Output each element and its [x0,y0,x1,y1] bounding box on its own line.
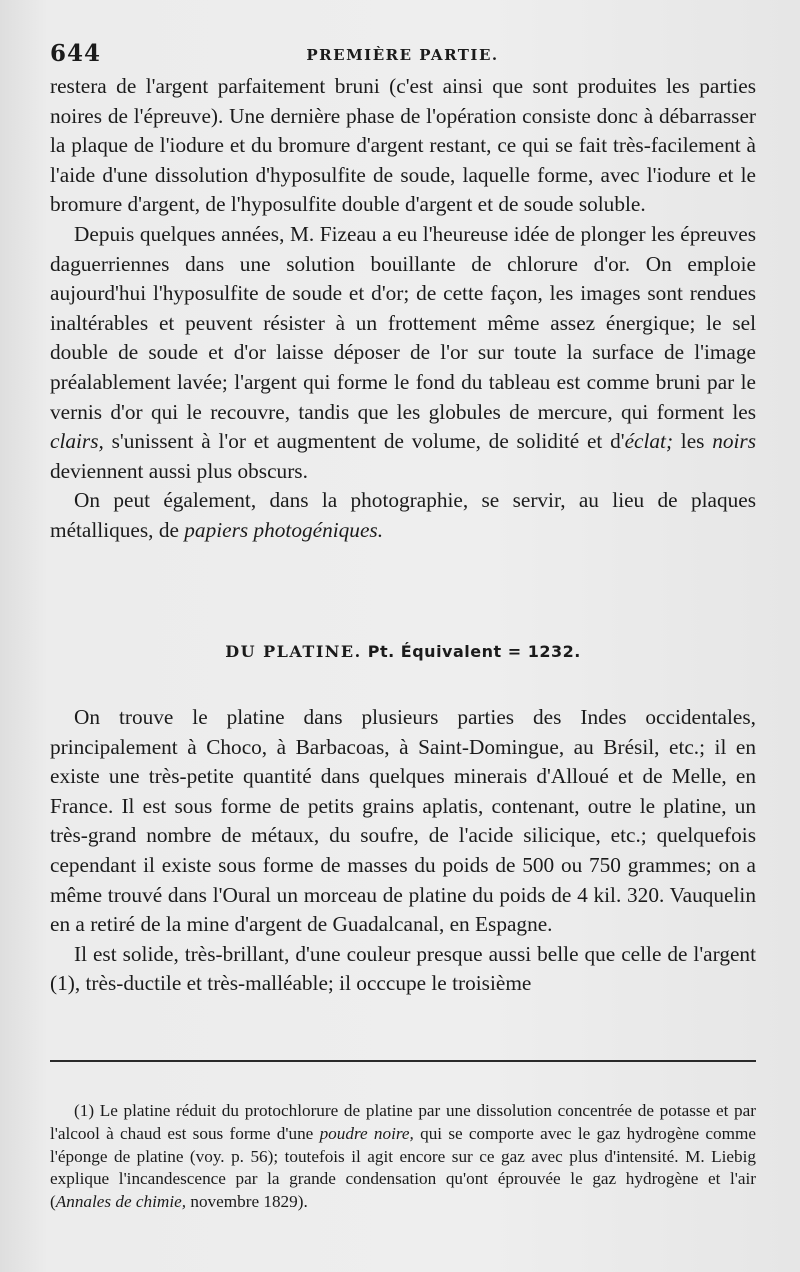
text-span: novembre 1829). [190,1192,308,1212]
text-span: les [680,429,705,454]
paragraph-platine-properties: Il est solide, très-brillant, d'une couleur presque aussi belle que celle de l'argent (1), très-ductile et très-malléable; il occcupe le troisième [50,941,756,996]
paragraph-daguerreotype-fixing: restera de l'argent parfaitement bruni (c'est ainsi que sont produites les parties noires de l'épreuve). Une dernière phase de l'opération consiste donc à débarrasser la plaque de l'iodure et du bromure d'argent restant, ce qui se fait très-facilement à l'aide d'une dissolution d'hyposulfite de soude, laquelle forme, avec l'iodure et le bromure d'argent, de l'hyposulfite double d'argent et de soude soluble. [50,74,756,217]
running-title: PREMIÈRE PARTIE. [306,46,499,64]
paragraph-photographie [50,486,756,545]
italic-term-papiers: papiers photogéniques. [184,517,384,542]
platine-text [50,703,756,999]
italic-term-noirs: noirs [712,429,757,454]
section-equivalent: Équivalent = 1232. [400,642,581,661]
paragraph-fizeau [50,220,756,486]
text-span: On peut également, dans la photographie, se servir, au lieu de plaques métalliques, de [50,488,756,542]
italic-citation: Annales de chimie, [55,1192,187,1212]
intro-text [50,72,756,546]
footnote-paragraph [50,1100,756,1214]
page-header [50,40,755,74]
text-span: qui se comporte avec le gaz hydrogène comme l'éponge de platine (voy. p. 56); toutefois il agit encore sur ce gaz avec plus d'intensité. M. Liebig explique l'incandescence par la grande condensation qu'ont éprouvée le gaz hydrogène et l'air ( [50,1123,756,1212]
text-span: deviennent aussi plus obscurs. [50,458,308,483]
section-title: DU PLATINE. [225,642,362,661]
footnote [50,1100,756,1214]
section-heading [50,642,756,661]
text-span: (1) Le platine réduit du protochlorure de platine par une dissolution concentrée de potasse et par l'alcool à chaud est sous forme d'une [50,1101,756,1143]
footnote-divider [50,1060,756,1062]
italic-term-poudre: poudre noire, [319,1123,414,1143]
italic-term-clairs: clairs, [50,429,104,454]
text-span: s'unissent à l'or et augmentent de volume, de solidité et d' [111,429,625,454]
section-symbol: Pt. [367,642,395,661]
paragraph-platine-sources: On trouve le platine dans plusieurs parties des Indes occidentales, principalement à Choco, à Barbacoas, à Saint-Domingue, au Brésil, etc.; il en existe une très-petite quantité dans quelques minerais d'Alloué et de Melle, en France. Il est sous forme de petits grains aplatis, contenant, outre le platine, un très-grand nombre de métaux, du soufre, de l'acide silicique, etc.; quelquefois cependant il existe sous forme de masses du poids de 500 ou 750 grammes; on a même trouvé dans l'Oural un morceau de platine du poids de 4 kil. 320. Vauquelin en a retiré de la mine d'argent de Guadalcanal, en Espagne. [50,705,756,937]
page-number: 644 [50,40,102,67]
italic-term-eclat: éclat; [624,429,674,454]
text-span: Depuis quelques années, M. Fizeau a eu l'heureuse idée de plonger les épreuves daguerriennes dans une solution bouillante de chlorure d'or. On emploie aujourd'hui l'hyposulfite de soude et d'or; de cette façon, les images sont rendues inaltérables et peuvent résister à un frottement même assez énergique; le sel double de soude et d'or laisse déposer de l'or sur toute la surface de l'image préalablement lavée; l'argent qui forme le fond du tableau est comme bruni par le vernis d'or qui le recouvre, tandis que les globules de mercure, qui forment les [50,221,756,424]
